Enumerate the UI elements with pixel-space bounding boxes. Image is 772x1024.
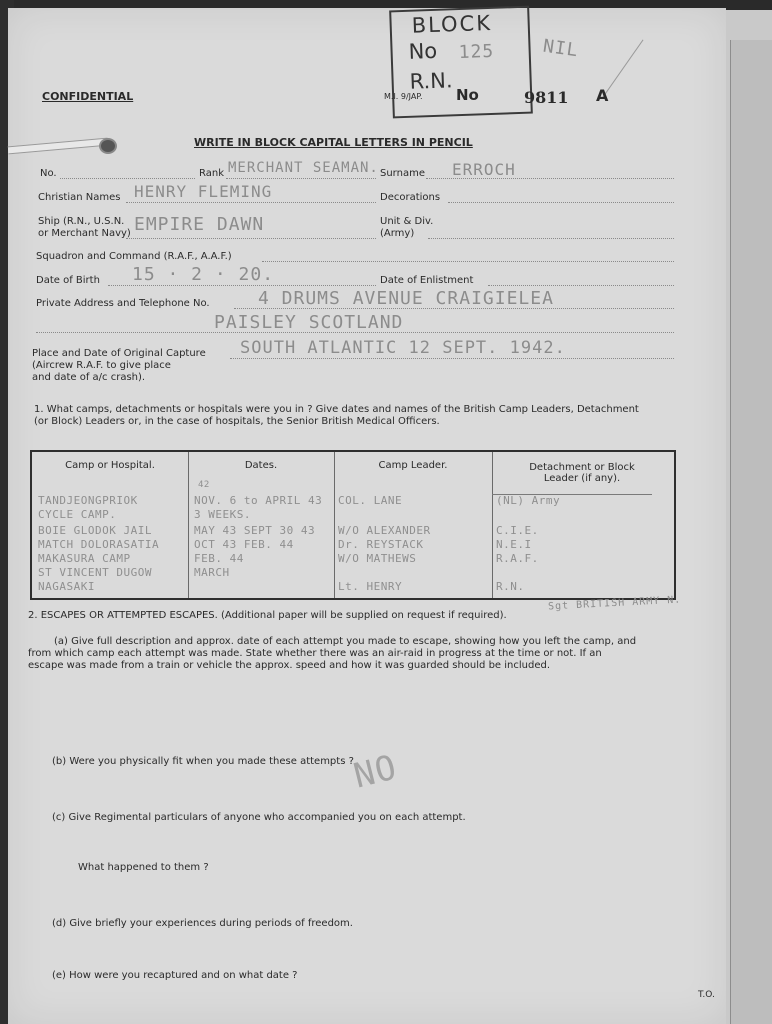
cell-camp: MAKASURA CAMP (38, 552, 131, 565)
unit-label-1: Unit & Div. (380, 216, 434, 227)
punch-hole (99, 138, 117, 154)
underlying-page-edge (730, 40, 772, 1024)
question-2d-text: (d) Give briefly your experiences during periods of freedom. (52, 918, 353, 929)
address-label: Private Address and Telephone No. (36, 298, 210, 309)
question-2-note: Sgt BRITISH ARMY N. (547, 594, 682, 613)
document-page (8, 8, 726, 1024)
header-dates: Dates. (244, 460, 278, 471)
number-label: No (456, 86, 479, 104)
decorations-line (448, 202, 674, 203)
question-2a-text-2: from which camp each attempt was made. State whether there was an air-raid in progress at the time or not. If an (28, 648, 602, 659)
rank-label: Rank (199, 168, 224, 179)
question-2c-followup: What happened to them ? (78, 862, 209, 873)
cell-camp: TANDJEONGPRIOK (38, 494, 138, 507)
rank-line (226, 178, 376, 179)
capture-label-2: (Aircrew R.A.F. to give place (32, 360, 171, 371)
unit-label-2: (Army) (380, 228, 415, 239)
unit-line (428, 238, 674, 239)
cell-detachment: R.N. (496, 580, 525, 593)
cell-camp: NAGASAKI (38, 580, 95, 593)
christian-names-line (126, 202, 376, 203)
decorations-label: Decorations (380, 192, 441, 203)
no-line (60, 178, 195, 179)
enlistment-line (488, 285, 674, 286)
confidential-label: CONFIDENTIAL (42, 90, 134, 103)
question-2-title: 2. ESCAPES OR ATTEMPTED ESCAPES. (Additional paper will be supplied on request if required). (28, 610, 507, 621)
surname-value: ERROCH (452, 160, 516, 179)
squadron-label: Squadron and Command (R.A.F., A.A.F.) (36, 251, 232, 262)
stamp-rn: R.N. (409, 68, 453, 94)
serial-suffix: A (596, 86, 609, 105)
table-divider (188, 452, 189, 598)
table-divider (492, 452, 493, 598)
address-line-1 (234, 308, 674, 309)
stamp-block: BLOCK (411, 10, 493, 38)
cell-camp: BOIE GLODOK JAIL (38, 524, 152, 537)
ship-line (126, 238, 376, 239)
address-value-2: PAISLEY SCOTLAND (214, 312, 404, 333)
dob-line (108, 285, 376, 286)
surname-line (426, 178, 674, 179)
tag-string (8, 138, 108, 155)
capture-label-1: Place and Date of Original Capture (32, 348, 206, 359)
question-2e-text: (e) How were you recaptured and on what date ? (52, 970, 298, 981)
nil-note: NIL (541, 35, 580, 62)
cell-leader: Lt. HENRY (338, 580, 403, 593)
rank-value: MERCHANT SEAMAN. (228, 160, 379, 176)
christian-names-value: HENRY FLEMING (134, 182, 273, 201)
squadron-line (262, 261, 674, 262)
capture-label-3: and date of a/c crash). (32, 372, 146, 383)
cell-dates: MAY 43 SEPT 30 43 (194, 524, 316, 537)
cell-detachment: C.I.E. (496, 524, 539, 537)
ship-label-1: Ship (R.N., U.S.N. (38, 216, 125, 227)
cell-dates: NOV. 6 to APRIL 43 (194, 494, 323, 507)
question-1-text-2: (or Block) Leaders or, in the case of hospitals, the Senior British Medical Officers. (34, 416, 440, 427)
question-2b-text: (b) Were you physically fit when you made these attempts ? (52, 756, 354, 767)
cell-dates: OCT 43 FEB. 44 (194, 538, 294, 551)
capture-value: SOUTH ATLANTIC 12 SEPT. 1942. (240, 338, 566, 358)
cell-leader: COL. LANE (338, 494, 403, 507)
cell-detachment: R.A.F. (496, 552, 539, 565)
cell-camp: CYCLE CAMP. (38, 508, 117, 521)
address-line-2 (36, 332, 674, 333)
ship-label-2: or Merchant Navy) (38, 228, 131, 239)
question-1-text: 1. What camps, detachments or hospitals were you in ? Give dates and names of the British Camp Leaders, Detachment (34, 404, 639, 415)
question-2a-text: (a) Give full description and approx. date of each attempt you made to escape, showing how you left the camp, and (54, 636, 637, 647)
pencil-stroke (603, 40, 644, 98)
surname-label: Surname (380, 168, 425, 179)
form-number: M.I. 9/JAP. (384, 92, 423, 101)
header-camp-leader: Camp Leader. (378, 460, 448, 471)
cell-leader: W/O MATHEWS (338, 552, 417, 565)
no-label: No. (40, 168, 57, 179)
question-2c-text: (c) Give Regimental particulars of anyone who accompanied you on each attempt. (52, 812, 466, 823)
question-2b-answer: NO (349, 747, 402, 797)
cell-leader: W/O ALEXANDER (338, 524, 431, 537)
christian-names-label: Christian Names (38, 192, 121, 203)
instruction-heading: WRITE IN BLOCK CAPITAL LETTERS IN PENCIL (194, 136, 473, 149)
cell-detachment: (NL) Army (496, 494, 561, 507)
question-2a-text-3: escape was made from a train or vehicle the approx. speed and how it was guarded should be included. (28, 660, 551, 671)
cell-leader: Dr. REYSTACK (338, 538, 424, 551)
cell-camp: ST VINCENT DUGOW (38, 566, 152, 579)
cell-detachment: N.E.I (496, 538, 532, 551)
serial-number: 9811 (524, 88, 569, 107)
address-value-1: 4 DRUMS AVENUE CRAIGIELEA (258, 288, 554, 309)
camps-table (30, 450, 676, 600)
cell-camp: MATCH DOLORASATIA (38, 538, 160, 551)
dob-label: Date of Birth (36, 275, 100, 286)
header-camp: Camp or Hospital. (65, 460, 155, 471)
ship-value: EMPIRE DAWN (134, 214, 265, 235)
year-note: 42 (198, 480, 210, 490)
capture-line (230, 358, 674, 359)
cell-dates: FEB. 44 (194, 552, 244, 565)
stamp-no: No (408, 38, 438, 64)
header-detachment-leader: Detachment or Block Leader (if any). (529, 462, 635, 484)
table-divider (334, 452, 335, 598)
stamp-number: 125 (458, 40, 495, 64)
dob-value: 15 · 2 · 20. (132, 264, 275, 285)
cell-dates: 3 WEEKS. (194, 508, 251, 521)
enlistment-label: Date of Enlistment (380, 275, 474, 286)
please-turn-over: T.O. (698, 990, 715, 1000)
cell-dates: MARCH (194, 566, 230, 579)
